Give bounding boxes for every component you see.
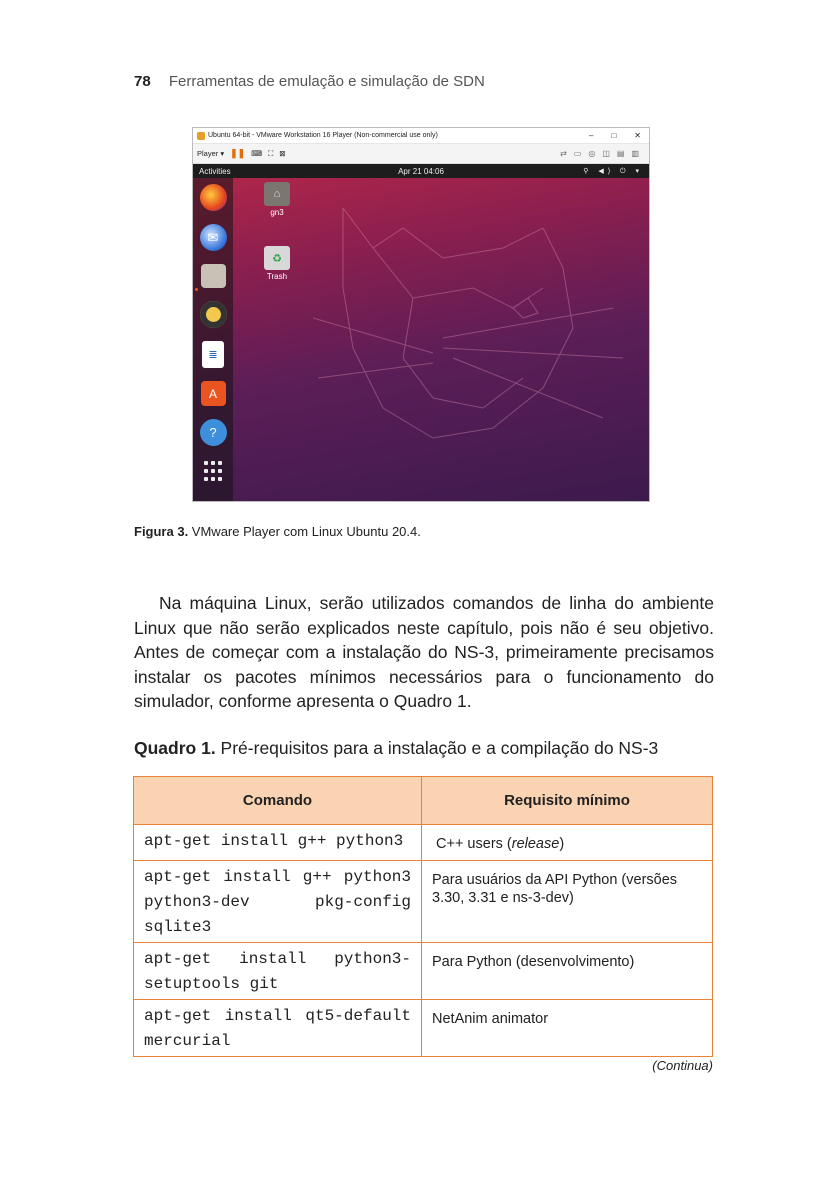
vm-toolbar xyxy=(193,144,649,164)
window-controls xyxy=(589,131,649,140)
vm-window-title: Ubuntu 64-bit - VMware Workstation 16 Player (Non-commercial use only) xyxy=(208,132,438,139)
unity-icon: ⊠ xyxy=(279,149,286,158)
table-title-label: Quadro 1. xyxy=(134,738,216,758)
prerequisites-table xyxy=(133,776,713,1057)
sound-device-icon: ◫ xyxy=(602,149,610,158)
requirement-cell: C++ users (release) xyxy=(422,825,713,861)
desktop-icon-label: Trash xyxy=(266,272,288,281)
column-header-requirement: Requisito mínimo xyxy=(422,777,713,825)
network-device-icon: ⇄ xyxy=(560,149,567,158)
files-icon xyxy=(201,264,226,288)
vmware-logo-icon xyxy=(197,132,205,140)
software-icon: A xyxy=(201,381,226,406)
vmware-screenshot xyxy=(192,127,650,502)
player-menu: Player ▾ xyxy=(197,149,225,158)
ubuntu-topbar xyxy=(193,164,649,178)
ubuntu-clock: Apr 21 04:06 xyxy=(398,166,444,176)
home-folder-icon: ⌂ xyxy=(264,182,290,206)
usb-device-icon: ▭ xyxy=(573,149,582,158)
requirement-cell: Para Python (desenvolvimento) xyxy=(422,943,713,1000)
thunderbird-icon: ✉ xyxy=(200,224,227,251)
table-header-row xyxy=(134,777,713,825)
message-log-icon: ▥ xyxy=(631,149,639,158)
desktop-icon-gn3 xyxy=(257,182,297,217)
help-icon: ? xyxy=(200,419,227,446)
device-icons xyxy=(560,149,649,158)
firefox-icon xyxy=(200,184,227,211)
ubuntu-dock xyxy=(193,178,233,502)
trash-icon: ♻ xyxy=(264,246,290,270)
table-row xyxy=(134,943,713,1000)
apps-grid-icon xyxy=(203,461,223,481)
system-tray-icons: ⚲ ◀) ⏻ ▾ xyxy=(583,167,643,175)
running-title: Ferramentas de emulação e simulação de SDN xyxy=(168,73,485,90)
table-row xyxy=(134,1000,713,1057)
release-italic: release xyxy=(511,836,560,852)
maximize-icon: □ xyxy=(611,131,617,140)
pause-icon: ❚❚ xyxy=(230,148,246,158)
vm-titlebar xyxy=(193,128,649,144)
table-title-text: Pré-requisitos para a instalação e a compilação do NS-3 xyxy=(215,738,659,758)
continuation-note: (Continua) xyxy=(652,1058,713,1073)
activities-label: Activities xyxy=(199,166,231,176)
column-header-command: Comando xyxy=(134,777,422,825)
running-header xyxy=(134,73,485,90)
figure-caption xyxy=(134,524,421,539)
requirement-cell: Para usuários da API Python (versões 3.30, 3.31 e ns-3-dev) xyxy=(422,861,713,943)
desktop-icon-label: gn3 xyxy=(270,208,284,217)
cd-device-icon: ◎ xyxy=(588,149,596,158)
requirement-cell: NetAnim animator xyxy=(422,1000,713,1057)
table-title xyxy=(134,738,658,759)
caption-text: VMware Player com Linux Ubuntu 20.4. xyxy=(188,524,421,539)
page-number: 78 xyxy=(134,73,151,90)
command-cell: apt-get install g++ python3 xyxy=(134,825,422,861)
body-paragraph: Na máquina Linux, serão utilizados comandos de linha do ambiente Linux que não serão explicados neste capítulo, pois não é seu objetivo. Antes de começar com a instalação do NS-3, primeiramente precisamos instalar os pacotes mínimos necessários para o funcionamento do simulador, conforme apresenta o Quadro 1. xyxy=(134,593,714,712)
command-cell: apt-get install python3-setuptools git xyxy=(134,943,422,1000)
printer-device-icon: ▤ xyxy=(616,149,625,158)
caption-label: Figura 3. xyxy=(134,524,189,539)
send-keys-icon: ⌨ xyxy=(251,149,263,158)
table-row xyxy=(134,825,713,861)
focal-fossa-wallpaper-icon xyxy=(313,188,633,488)
writer-icon: ≣ xyxy=(202,341,224,368)
rhythmbox-icon xyxy=(200,301,227,328)
fullscreen-icon: ⛶ xyxy=(268,148,274,158)
command-cell: apt-get install g++ python3 python3-dev pkg-config sqlite3 xyxy=(134,861,422,943)
ubuntu-desktop xyxy=(193,178,649,502)
desktop-icon-trash xyxy=(257,246,297,281)
minimize-icon: – xyxy=(589,131,594,140)
close-icon: ✕ xyxy=(634,131,641,140)
running-indicator xyxy=(195,288,198,291)
table-row xyxy=(134,861,713,943)
command-cell: apt-get install qt5-default mercurial xyxy=(134,1000,422,1057)
